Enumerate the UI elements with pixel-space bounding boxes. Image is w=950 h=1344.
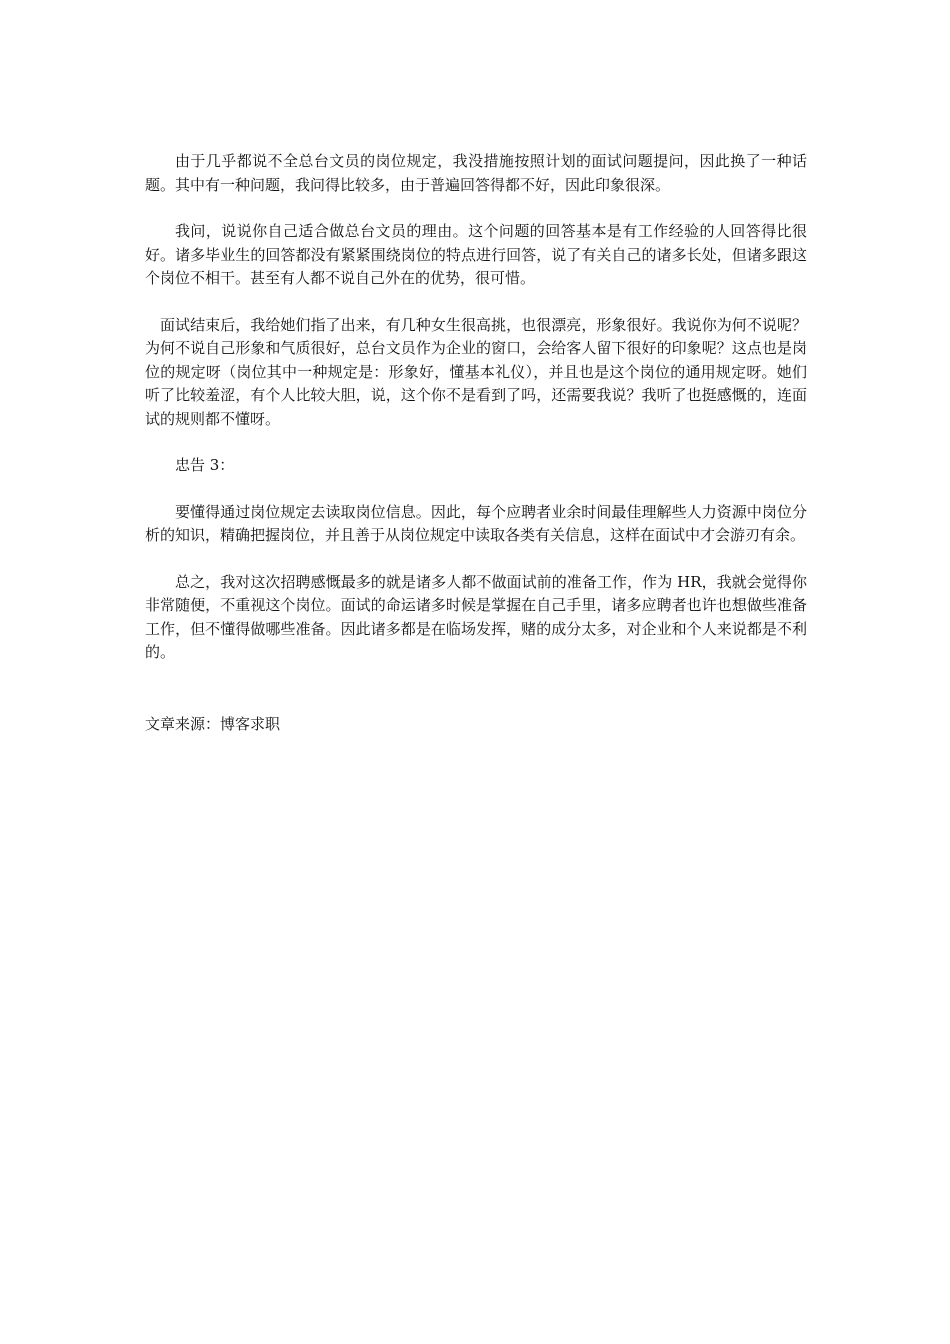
paragraph-1: 由于几乎都说不全总台文员的岗位规定，我没措施按照计划的面试问题提问，因此换了一种话题。其中有一种问题，我问得比较多，由于普遍回答得都不好，因此印象很深。 xyxy=(145,152,807,194)
paragraph-2: 我问，说说你自己适合做总台文员的理由。这个问题的回答基本是有工作经验的人回答得比很好。诸多毕业生的回答都没有紧紧围绕岗位的特点进行回答，说了有关自己的诸多长处，但诸多跟这个岗位不相干。甚至有人都不说自己外在的优势，很可惜。 xyxy=(145,222,807,287)
document-page xyxy=(145,150,807,736)
paragraph-3: 面试结束后，我给她们指了出来，有几种女生很高挑，也很漂亮，形象很好。我说你为何不说呢？为何不说自己形象和气质很好，总台文员作为企业的窗口，会给客人留下很好的印象呢？这点也是岗位的规定呀（岗位其中一种规定是：形象好，懂基本礼仪），并且也是这个岗位的通用规定呀。她们听了比较羞涩，有个人比较大胆，说，这个你不是看到了吗，还需要我说？我听了也挺感慨的，连面试的规则都不懂呀。 xyxy=(145,315,807,428)
paragraph-6: 总之，我对这次招聘感慨最多的就是诸多人都不做面试前的准备工作，作为 HR，我就会觉得你非常随便，不重视这个岗位。面试的命运诸多时候是掌握在自己手里，诸多应聘者也许也想做些准备工作，但不懂得做哪些准备。因此诸多都是在临场发挥，赌的成分太多，对企业和个人来说都是不利的。 xyxy=(145,572,807,661)
paragraph-5: 要懂得通过岗位规定去读取岗位信息。因此，每个应聘者业余时间最佳理解些人力资源中岗位分析的知识，精确把握岗位，并且善于从岗位规定中读取各类有关信息，这样在面试中才会游刃有余。 xyxy=(145,502,807,544)
article-source: 文章来源：博客求职 xyxy=(145,714,281,733)
advice-heading: 忠告 3： xyxy=(175,456,235,474)
